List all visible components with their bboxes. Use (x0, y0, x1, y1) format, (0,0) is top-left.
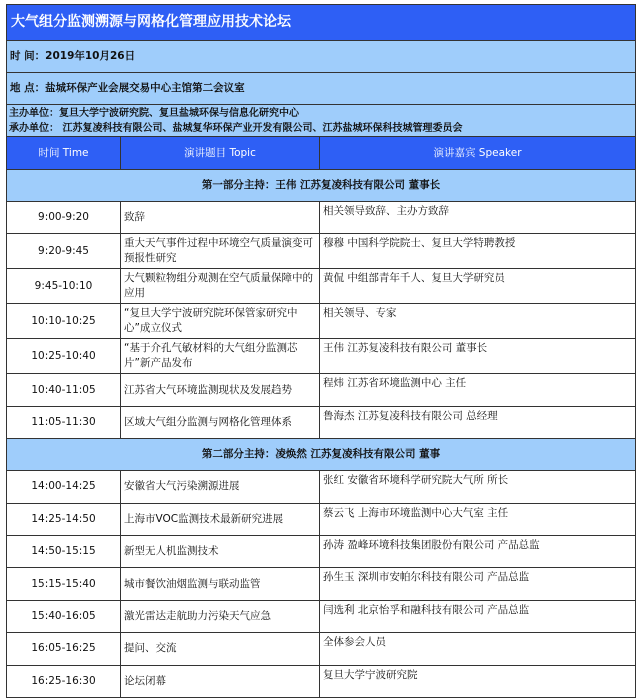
table-row (7, 374, 636, 406)
cell-topic: 大气颗粒物组分观测在空气质量保障中的应用 (121, 269, 320, 304)
header-time: 时间 Time (7, 137, 121, 170)
cell-time: 15:15-15:40 (7, 568, 121, 600)
cell-topic: “复旦大学宁波研究院环保管家研究中心”成立仪式 (121, 304, 320, 339)
event-time: 时 间：2019年10月26日 (7, 41, 636, 73)
cell-speaker: 鲁海杰 江苏复凌科技有限公司 总经理 (320, 406, 636, 438)
cell-time: 16:05-16:25 (7, 633, 121, 665)
forum-title: 大气组分监测溯源与网格化管理应用技术论坛 (7, 5, 636, 41)
cell-topic: 上海市VOC监测技术最新研究进展 (121, 503, 320, 535)
table-row (7, 471, 636, 503)
table-row (7, 202, 636, 234)
agenda-table (6, 4, 636, 698)
organizers (7, 105, 636, 137)
cell-topic: 重大天气事件过程中环境空气质量演变可预报性研究 (121, 234, 320, 269)
cell-speaker: 相关领导致辞、主办方致辞 (320, 202, 636, 234)
cell-time: 10:40-11:05 (7, 374, 121, 406)
section1-host: 第一部分主持：王伟 江苏复凌科技有限公司 董事长 (7, 170, 636, 202)
cell-topic: 论坛闭幕 (121, 665, 320, 697)
cell-speaker: 闫选利 北京怡孚和融科技有限公司 产品总监 (320, 600, 636, 632)
table-row (7, 304, 636, 339)
table-row (7, 568, 636, 600)
cell-speaker: 孙生玉 深圳市安帕尔科技有限公司 产品总监 (320, 568, 636, 600)
table-row (7, 503, 636, 535)
header-row (7, 137, 636, 170)
cell-time: 10:10-10:25 (7, 304, 121, 339)
cell-speaker: 全体参会人员 (320, 633, 636, 665)
cell-speaker: 程炜 江苏省环境监测中心 主任 (320, 374, 636, 406)
cell-topic: 致辞 (121, 202, 320, 234)
cell-time: 15:40-16:05 (7, 600, 121, 632)
table-row (7, 234, 636, 269)
co-organizer: 承办单位： 江苏复凌科技有限公司、盐城复华环保产业开发有限公司、江苏盐城环保科技城管理委员会 (9, 122, 463, 134)
event-location: 地 点：盐城环保产业会展交易中心主馆第二会议室 (7, 73, 636, 105)
cell-time: 9:20-9:45 (7, 234, 121, 269)
cell-speaker: 蔡云飞 上海市环境监测中心大气室 主任 (320, 503, 636, 535)
table-row (7, 633, 636, 665)
cell-time: 14:25-14:50 (7, 503, 121, 535)
section2-host: 第二部分主持：凌焕然 江苏复凌科技有限公司 董事 (7, 439, 636, 471)
cell-topic: 安徽省大气污染溯源进展 (121, 471, 320, 503)
cell-time: 16:25-16:30 (7, 665, 121, 697)
cell-topic: 区域大气组分监测与网格化管理体系 (121, 406, 320, 438)
cell-speaker: 王伟 江苏复凌科技有限公司 董事长 (320, 339, 636, 374)
cell-speaker: 张红 安徽省环境科学研究院大气所 所长 (320, 471, 636, 503)
cell-time: 14:00-14:25 (7, 471, 121, 503)
cell-topic: 城市餐饮油烟监测与联动监管 (121, 568, 320, 600)
table-row (7, 535, 636, 567)
cell-speaker: 穆穆 中国科学院院士、复旦大学特聘教授 (320, 234, 636, 269)
cell-topic: 江苏省大气环境监测现状及发展趋势 (121, 374, 320, 406)
cell-topic: 提问、交流 (121, 633, 320, 665)
cell-time: 9:00-9:20 (7, 202, 121, 234)
table-row (7, 339, 636, 374)
cell-topic: 新型无人机监测技术 (121, 535, 320, 567)
cell-speaker: 孙涛 盈峰环境科技集团股份有限公司 产品总监 (320, 535, 636, 567)
header-speaker: 演讲嘉宾 Speaker (320, 137, 636, 170)
cell-speaker: 复旦大学宁波研究院 (320, 665, 636, 697)
cell-speaker: 黄侃 中组部青年千人、复旦大学研究员 (320, 269, 636, 304)
cell-topic: “基于介孔气敏材料的大气组分监测芯片”新产品发布 (121, 339, 320, 374)
cell-speaker: 相关领导、专家 (320, 304, 636, 339)
header-topic: 演讲题目 Topic (121, 137, 320, 170)
cell-time: 11:05-11:30 (7, 406, 121, 438)
cell-time: 14:50-15:15 (7, 535, 121, 567)
table-row (7, 269, 636, 304)
organizer: 主办单位：复旦大学宁波研究院、复旦盐城环保与信息化研究中心 (9, 107, 299, 119)
cell-time: 10:25-10:40 (7, 339, 121, 374)
cell-topic: 激光雷达走航助力污染天气应急 (121, 600, 320, 632)
table-row (7, 406, 636, 438)
table-row (7, 600, 636, 632)
cell-time: 9:45-10:10 (7, 269, 121, 304)
table-row (7, 665, 636, 697)
